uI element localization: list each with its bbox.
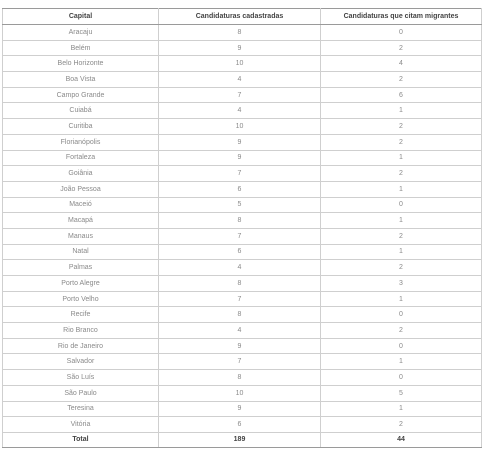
cell-cadastradas: 10 bbox=[159, 56, 321, 72]
table-row bbox=[3, 401, 482, 417]
cell-capital: Natal bbox=[3, 244, 159, 260]
cell-capital: São Luís bbox=[3, 370, 159, 386]
cell-migrantes: 1 bbox=[321, 291, 482, 307]
cell-cadastradas: 8 bbox=[159, 213, 321, 229]
cell-migrantes: 1 bbox=[321, 354, 482, 370]
table-row bbox=[3, 103, 482, 119]
cell-capital: Porto Velho bbox=[3, 291, 159, 307]
cell-migrantes: 1 bbox=[321, 213, 482, 229]
table-row bbox=[3, 260, 482, 276]
table-row bbox=[3, 72, 482, 88]
cell-capital: Vitória bbox=[3, 417, 159, 433]
cell-cadastradas: 10 bbox=[159, 385, 321, 401]
cell-cadastradas: 8 bbox=[159, 25, 321, 41]
table-row bbox=[3, 25, 482, 41]
cell-migrantes: 2 bbox=[321, 228, 482, 244]
total-row bbox=[3, 432, 482, 447]
cell-capital: Recife bbox=[3, 307, 159, 323]
header-candidaturas-cadastradas: Candidaturas cadastradas bbox=[159, 9, 321, 25]
cell-capital: João Pessoa bbox=[3, 181, 159, 197]
cell-capital: Palmas bbox=[3, 260, 159, 276]
cell-cadastradas: 4 bbox=[159, 103, 321, 119]
cell-cadastradas: 9 bbox=[159, 40, 321, 56]
cell-capital: Macapá bbox=[3, 213, 159, 229]
table-row bbox=[3, 307, 482, 323]
table-footer bbox=[3, 432, 482, 447]
table-row bbox=[3, 134, 482, 150]
cell-migrantes: 2 bbox=[321, 166, 482, 182]
cell-migrantes: 0 bbox=[321, 307, 482, 323]
header-row bbox=[3, 9, 482, 25]
candidaturas-table-container bbox=[2, 8, 481, 448]
table-row bbox=[3, 370, 482, 386]
table-row bbox=[3, 244, 482, 260]
cell-cadastradas: 8 bbox=[159, 307, 321, 323]
cell-capital: Florianópolis bbox=[3, 134, 159, 150]
table-row bbox=[3, 354, 482, 370]
cell-migrantes: 2 bbox=[321, 72, 482, 88]
table-body bbox=[3, 25, 482, 433]
cell-cadastradas: 7 bbox=[159, 87, 321, 103]
cell-capital: Boa Vista bbox=[3, 72, 159, 88]
table-row bbox=[3, 87, 482, 103]
cell-capital: Teresina bbox=[3, 401, 159, 417]
table-row bbox=[3, 276, 482, 292]
cell-cadastradas: 9 bbox=[159, 134, 321, 150]
cell-migrantes: 1 bbox=[321, 401, 482, 417]
cell-capital: Manaus bbox=[3, 228, 159, 244]
cell-cadastradas: 7 bbox=[159, 354, 321, 370]
table-header bbox=[3, 9, 482, 25]
cell-cadastradas: 5 bbox=[159, 197, 321, 213]
table-row bbox=[3, 119, 482, 135]
cell-cadastradas: 4 bbox=[159, 323, 321, 339]
cell-migrantes: 1 bbox=[321, 150, 482, 166]
cell-migrantes: 2 bbox=[321, 260, 482, 276]
cell-migrantes: 1 bbox=[321, 103, 482, 119]
table-row bbox=[3, 166, 482, 182]
table-row bbox=[3, 56, 482, 72]
cell-migrantes: 2 bbox=[321, 417, 482, 433]
table-row bbox=[3, 40, 482, 56]
cell-cadastradas: 6 bbox=[159, 417, 321, 433]
cell-migrantes: 5 bbox=[321, 385, 482, 401]
cell-cadastradas: 9 bbox=[159, 401, 321, 417]
cell-cadastradas: 9 bbox=[159, 150, 321, 166]
table-row bbox=[3, 323, 482, 339]
total-cadastradas: 189 bbox=[159, 432, 321, 447]
total-migrantes: 44 bbox=[321, 432, 482, 447]
table-row bbox=[3, 338, 482, 354]
cell-capital: Maceió bbox=[3, 197, 159, 213]
cell-cadastradas: 4 bbox=[159, 260, 321, 276]
table-row bbox=[3, 417, 482, 433]
cell-capital: Salvador bbox=[3, 354, 159, 370]
cell-migrantes: 2 bbox=[321, 40, 482, 56]
cell-cadastradas: 8 bbox=[159, 370, 321, 386]
cell-cadastradas: 9 bbox=[159, 338, 321, 354]
cell-migrantes: 0 bbox=[321, 25, 482, 41]
table-row bbox=[3, 197, 482, 213]
cell-cadastradas: 6 bbox=[159, 244, 321, 260]
cell-capital: Curitiba bbox=[3, 119, 159, 135]
cell-migrantes: 2 bbox=[321, 323, 482, 339]
cell-capital: Fortaleza bbox=[3, 150, 159, 166]
cell-capital: Belém bbox=[3, 40, 159, 56]
cell-migrantes: 1 bbox=[321, 181, 482, 197]
cell-cadastradas: 4 bbox=[159, 72, 321, 88]
cell-capital: Belo Horizonte bbox=[3, 56, 159, 72]
cell-capital: Rio Branco bbox=[3, 323, 159, 339]
cell-migrantes: 2 bbox=[321, 119, 482, 135]
table-row bbox=[3, 228, 482, 244]
cell-cadastradas: 7 bbox=[159, 291, 321, 307]
total-label: Total bbox=[3, 432, 159, 447]
cell-capital: Campo Grande bbox=[3, 87, 159, 103]
cell-migrantes: 2 bbox=[321, 134, 482, 150]
candidaturas-table bbox=[2, 8, 482, 448]
cell-capital: Cuiabá bbox=[3, 103, 159, 119]
cell-capital: Aracaju bbox=[3, 25, 159, 41]
cell-cadastradas: 10 bbox=[159, 119, 321, 135]
cell-capital: São Paulo bbox=[3, 385, 159, 401]
cell-capital: Goiânia bbox=[3, 166, 159, 182]
table-row bbox=[3, 150, 482, 166]
header-capital: Capital bbox=[3, 9, 159, 25]
cell-migrantes: 4 bbox=[321, 56, 482, 72]
cell-migrantes: 0 bbox=[321, 338, 482, 354]
cell-cadastradas: 7 bbox=[159, 228, 321, 244]
cell-cadastradas: 6 bbox=[159, 181, 321, 197]
table-row bbox=[3, 291, 482, 307]
cell-migrantes: 3 bbox=[321, 276, 482, 292]
cell-migrantes: 0 bbox=[321, 370, 482, 386]
header-candidaturas-migrantes: Candidaturas que citam migrantes bbox=[321, 9, 482, 25]
table-row bbox=[3, 385, 482, 401]
cell-capital: Rio de Janeiro bbox=[3, 338, 159, 354]
cell-capital: Porto Alegre bbox=[3, 276, 159, 292]
cell-migrantes: 6 bbox=[321, 87, 482, 103]
table-row bbox=[3, 213, 482, 229]
cell-cadastradas: 8 bbox=[159, 276, 321, 292]
table-row bbox=[3, 181, 482, 197]
cell-cadastradas: 7 bbox=[159, 166, 321, 182]
cell-migrantes: 0 bbox=[321, 197, 482, 213]
cell-migrantes: 1 bbox=[321, 244, 482, 260]
